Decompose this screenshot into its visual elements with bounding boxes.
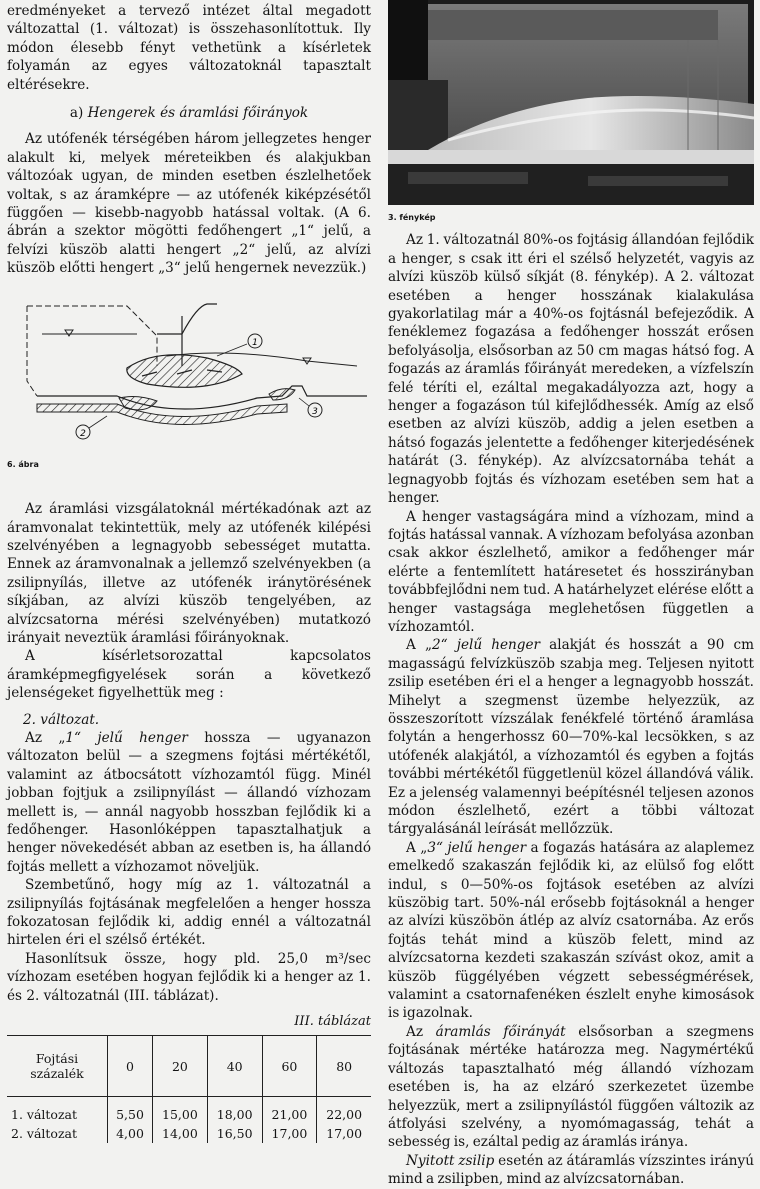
- table-header-col: 20: [153, 1036, 208, 1097]
- henger1-term: 1“ jelű henger: [65, 729, 188, 746]
- table-row-label: 2. változat: [11, 1126, 78, 1142]
- aramlas-term: áramlás főirányát: [435, 1023, 566, 1040]
- henger3-term: 3“ jelű henger: [427, 839, 527, 856]
- nyitott-zsilip-paragraph: [388, 1152, 754, 1189]
- table-row: [7, 1097, 371, 1125]
- henger1-paragraph: [7, 729, 371, 876]
- table-cell: 22,00: [317, 1097, 371, 1125]
- henger1-text: hossza — ugyanazon változaton belül — a szegmens fojtási mértékétől, valamint az átbocsátott vízhozamtól függ. Minél jobban fojtjuk a zsilipnyílást — állandó vízhozam mellett is, — annál nagyobb hosszban fejlődik ki a fedőhenger. Hasonlóképpen tapasztalhatjuk a henger növekedését abban az esetben is, ha állandó fojtás mellett a vízhozamot növeljük.: [7, 729, 372, 875]
- figure-label-3: 3: [312, 406, 318, 417]
- figure-label-2: 2: [80, 428, 86, 439]
- table-header-col: 60: [262, 1036, 317, 1097]
- table-row: [7, 1124, 371, 1143]
- left-column: [7, 0, 371, 1143]
- table-cell: 17,00: [262, 1124, 317, 1143]
- section-heading-prefix: a): [69, 105, 88, 122]
- table-row-label: 1. változat: [11, 1107, 78, 1123]
- table-3: [7, 1035, 371, 1143]
- henger3-paragraph: [388, 839, 754, 1023]
- henger2-prefix: A „: [406, 637, 432, 654]
- section-heading: [7, 104, 371, 122]
- table-cell: 16,50: [207, 1124, 262, 1143]
- henger3-text: a fogazás hatására az alaplemez emelkedő szakaszán fejlődik ki, az elülső fog előtt indul, s 0—50%-os fojtások esetében az alvízi küszöbig tart. 50%-nál erősebb fojtásoknál a henger az alvízi küszöbön átlép az alvíz csatornába. Az erős fojtás tehát mind a küszöb felett, mind az alvízcsatorna kezdeti szakaszán szívást okoz, amit a küszöb függélyében végzett sebességmérések, valamint a csatornafenéken észlelt enyhe kimosások is igazolnak.: [388, 839, 754, 1022]
- photo-3: [388, 0, 754, 205]
- table-cell: 18,00: [207, 1097, 262, 1125]
- table-cell: 21,00: [262, 1097, 317, 1125]
- henger3-prefix: A „: [406, 839, 428, 856]
- table-cell: 5,50: [108, 1097, 153, 1125]
- right-paragraph-2: A henger vastagságára mind a vízhozam, mind a fojtás hatással vannak. A vízhozam befolyása azonban csak akkor észlelhető, amikor a fedőhenger már elérte a fentemlített határesetet és hosszirányban továbbfejlődni nem tud. A határhelyzet elérése előtt a henger vastagsága meglehetősen független a vízhozamtól.: [388, 508, 754, 635]
- table-cell: 4,00: [108, 1124, 153, 1143]
- henger2-text: alakját és hosszát a 90 cm magasságú felvízküszöb szabja meg. Teljesen nyitott zsilip esetében éri el a henger a legnagyobb hosszát. Mihelyt a szegmenst üzembe helyezzük, az összeszorított vízszálak fenékfelé történő áramlása folytán a hengerhossz 60—70%-kal lecsökken, s az utófenék alakjától, a vízhozamtól és egyben a fojtás további mértékétől függetlenül közel állandóvá válik. Ez a jelenség valamennyi beépítésnél teljesen azonos módon észlelhető, ezért a többi változat tárgyalásánál leírását mellőzzük.: [388, 637, 754, 838]
- henger2-paragraph: [388, 636, 754, 838]
- table-cell: 17,00: [317, 1124, 371, 1143]
- aramlas-foirany-paragraph: [388, 1023, 754, 1152]
- table-header-col: 40: [207, 1036, 262, 1097]
- hasonlitsuk-paragraph: Hasonlítsuk össze, hogy pld. 25,0 m³/sec vízhozam esetében hogyan fejlődik ki a henger az 1. és 2. változatnál (III. táblázat).: [7, 950, 371, 1004]
- table-cell: 14,00: [153, 1124, 208, 1143]
- figure-6-caption: 6. ábra: [7, 459, 39, 469]
- table-header-row: [7, 1036, 371, 1097]
- aramlas-prefix: Az: [406, 1023, 436, 1040]
- roller-1-shape: [127, 354, 242, 387]
- section-heading-title: Hengerek és áramlási főirányok: [87, 105, 309, 122]
- roller-2-shape: [119, 396, 157, 409]
- table-header-col: 80: [317, 1036, 371, 1097]
- nyitott-zsilip-text: esetén az átáramlás vízszintes irányú mind a zsilipben, mind az alvízcsatornában.: [388, 1152, 754, 1188]
- figure-label-1: 1: [252, 337, 258, 348]
- variant-2-subheading: 2. változat.: [23, 711, 100, 728]
- table-header-label: Fojtási százalék: [7, 1036, 108, 1097]
- kiserletsorozat-paragraph: A kísérletsorozattal kapcsolatos áramképmegfigyelések során a következő jelenségeket figyelhettük meg :: [7, 648, 371, 702]
- roller-3-shape: [269, 388, 295, 399]
- intro-paragraph: eredményeket a tervező intézet által megadott változattal (1. változat) is összehasonlítottuk. Ily módon élesebb fényt vethetünk a kísérletek folyamán az egyes változatoknál tapasztalt eltérésekre.: [7, 3, 371, 93]
- aramlas-text: elsősorban a szegmens fojtásának mértéke határozza meg. Nagymértékű változás tapasztalható még állandó vízhozam esetében is, ha az elzáró szerkezetet üzembe helyezzük, mert a zsilipnyílástól függően változik az átfolyási szelvény, a nyomómagasság, tehát a sebesség is, ezáltal pedig az áramlás iránya.: [388, 1023, 754, 1151]
- table-cell: 15,00: [153, 1097, 208, 1125]
- table-3-caption: III. táblázat: [294, 1014, 371, 1030]
- aramlasi-paragraph: Az áramlási vizsgálatoknál mértékadónak azt az áramvonalat tekintettük, mely az utófenék kilépési szelvényében a legnagyobb sebességet mutatta. Ennek az áramvonalnak a jellemző szelvényekben (a zsilipnyílás, illetve az utófenék iránytörésének síkjában, az alvízi küszöb tengelyében, az alvízcsatorna mérési szelvényében) mutatkozó irányait neveztük áramlási főirányoknak.: [7, 501, 371, 646]
- szembetuno-paragraph: Szembetűnő, hogy míg az 1. változatnál a zsilipnyílás fojtásának megfelelően a henger hossza fokozatosan fejlődik ki, addig ennél a változatnál hirtelen éri el szélső értékét.: [7, 877, 371, 949]
- floor-slab: [37, 404, 287, 425]
- henger2-term: 2“ jelű henger: [432, 637, 541, 654]
- photo-3-caption: 3. fénykép: [388, 213, 436, 222]
- table-header-col: 0: [108, 1036, 153, 1097]
- nyitott-zsilip-term: Nyitott zsilip: [406, 1152, 495, 1169]
- figure-6-diagram: [7, 286, 371, 454]
- right-paragraph-1: Az 1. változatnál 80%-os fojtásig állandóan fejlődik a henger, s csak itt éri el szélső helyzetét, vagyis az alvízi küszöb külső síkját (8. fénykép). A 2. változat esetében a henger hosszának kialakulása gyakorlatilag már a 40%-os fojtásnál befejeződik. A fenéklemez fogazása a fedőhenger hosszát erősen befolyásolja, elsősorban az 50 cm magas hátsó fog. A fogazás az áramlás főirányát meredeken, a vízfelszín felé téríti el, ezáltal megakadályozza azt, hogy a henger a fogazáson túl kifejlődhessék. Amíg az első esetben az alvízi küszöb, addig a jelen esetben a hátsó fogazás jelentette a fedőhenger kiterjedésének határát (3. fénykép). Az alvízcsatornába tehát a legnagyobb fojtás és vízhozam esetében sem hat a henger.: [388, 232, 754, 507]
- hengerek-paragraph: Az utófenék térségében három jellegzetes henger alakult ki, melyek méreteikben és alakjukban változóak ugyan, de minden esetben észlelhetőek voltak, s az áramképre — az utófenék kiképzésétől függően — kisebb-nagyobb hatással voltak. (A 6. ábrán a szektor mögötti fedőhengert „1“ jelű, a felvízi küszöb alatti hengert „2“ jelű, az alvízi küszöb előtti hengert „3“ jelű hengernek nevezzük.): [7, 131, 371, 277]
- henger1-prefix: Az „: [25, 729, 66, 746]
